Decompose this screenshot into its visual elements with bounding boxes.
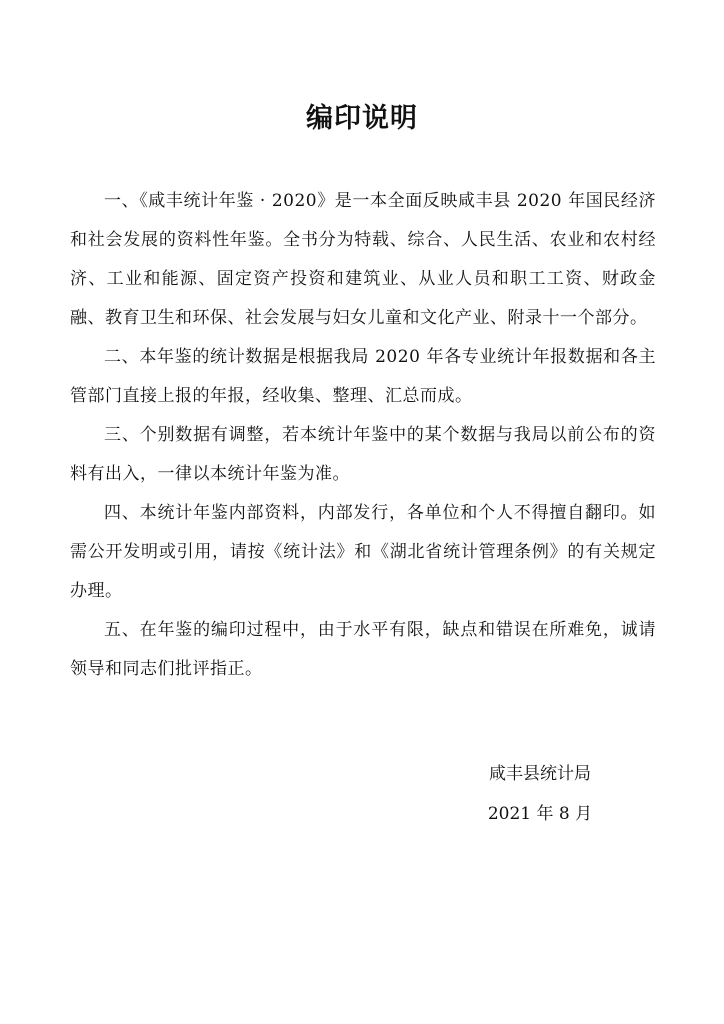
page-title: 编印说明 [306, 103, 418, 134]
paragraph-3: 三、个别数据有调整，若本统计年鉴中的某个数据与我局以前公布的资料有出入，一律以本统计年鉴为准。 [70, 425, 656, 484]
paragraph-4: 四、本统计年鉴内部资料，内部发行，各单位和个人不得擅自翻印。如需公开发明或引用，请按《统计法》和《湖北省统计管理条例》的有关规定办理。 [70, 503, 656, 601]
paragraph-1: 一、《咸丰统计年鉴 · 2020》是一本全面反映咸丰县 2020 年国民经济和社会发展的资料性年鉴。全书分为特载、综合、人民生活、农业和农村经济、工业和能源、固定资产投资和建筑业、从业人员和职工工资、财政金融、教育卫生和环保、社会发展与妇女儿童和文化产业、附录十一个部分。 [70, 191, 656, 328]
paragraph-2: 二、本年鉴的统计数据是根据我局 2020 年各专业统计年报数据和各主管部门直接上报的年报，经收集、整理、汇总而成。 [70, 347, 656, 406]
paragraph-5: 五、在年鉴的编印过程中，由于水平有限，缺点和错误在所难免，诚请领导和同志们批评指正。 [70, 620, 656, 679]
signature-org: 咸丰县统计局 [489, 764, 591, 784]
signature-block [470, 754, 610, 834]
body-text [70, 182, 656, 689]
signature-date: 2021 年 8 月 [487, 804, 593, 824]
